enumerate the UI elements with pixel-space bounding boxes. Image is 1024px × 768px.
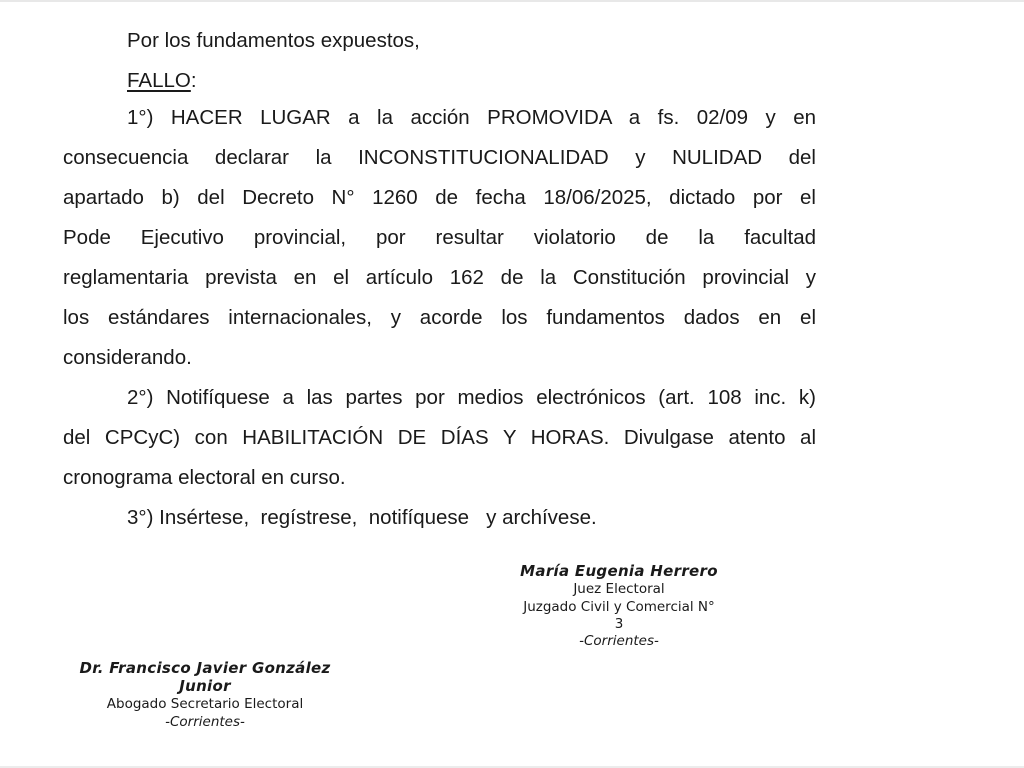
resolution-item-3: 3°) Insértese, regístrese, notifíquese y archívese.	[127, 506, 597, 529]
fallo-heading	[127, 61, 816, 101]
secretary-title: Abogado Secretario Electoral	[106, 696, 304, 712]
judge-court-number: 3	[614, 616, 624, 632]
judge-title: Juez Electoral	[573, 581, 665, 597]
item1-line: Pode Ejecutivo provincial, por resultar violatorio de la facultad	[63, 226, 816, 249]
secretary-signature-block	[50, 659, 360, 731]
intro-line: Por los fundamentos expuestos,	[127, 29, 420, 52]
item2-line: cronograma electoral en curso.	[63, 466, 346, 489]
item1-line: considerando.	[63, 346, 192, 369]
fallo-heading-text: FALLO	[127, 69, 191, 92]
judge-court-line: Juzgado Civil y Comercial N°	[523, 599, 715, 615]
judge-signature-block	[496, 562, 742, 650]
item1-line: reglamentaria prevista en el artículo 162 de la Constitución provincial y	[63, 266, 816, 289]
item1-line: apartado b) del Decreto N° 1260 de fecha 18/06/2025, dictado por el	[63, 186, 816, 209]
fallo-colon: :	[190, 69, 197, 92]
secretary-name: Dr. Francisco Javier González	[79, 659, 331, 677]
judge-place: -Corrientes-	[579, 633, 659, 649]
item1-line: consecuencia declarar la INCONSTITUCIONALIDAD y NULIDAD del	[63, 146, 816, 169]
top-divider	[0, 0, 1024, 2]
judge-name: María Eugenia Herrero	[520, 562, 718, 580]
item2-line: 2°) Notifíquese a las partes por medios electrónicos (art. 108 inc. k)	[127, 386, 816, 409]
item1-line: los estándares internacionales, y acorde los fundamentos dados en el	[63, 306, 816, 329]
item2-line: del CPCyC) con HABILITACIÓN DE DÍAS Y HORAS. Divulgase atento al	[63, 426, 816, 449]
secretary-name-suffix: Junior	[179, 677, 231, 695]
secretary-place: -Corrientes-	[165, 714, 245, 730]
item1-line: 1°) HACER LUGAR a la acción PROMOVIDA a fs. 02/09 y en	[127, 106, 816, 129]
